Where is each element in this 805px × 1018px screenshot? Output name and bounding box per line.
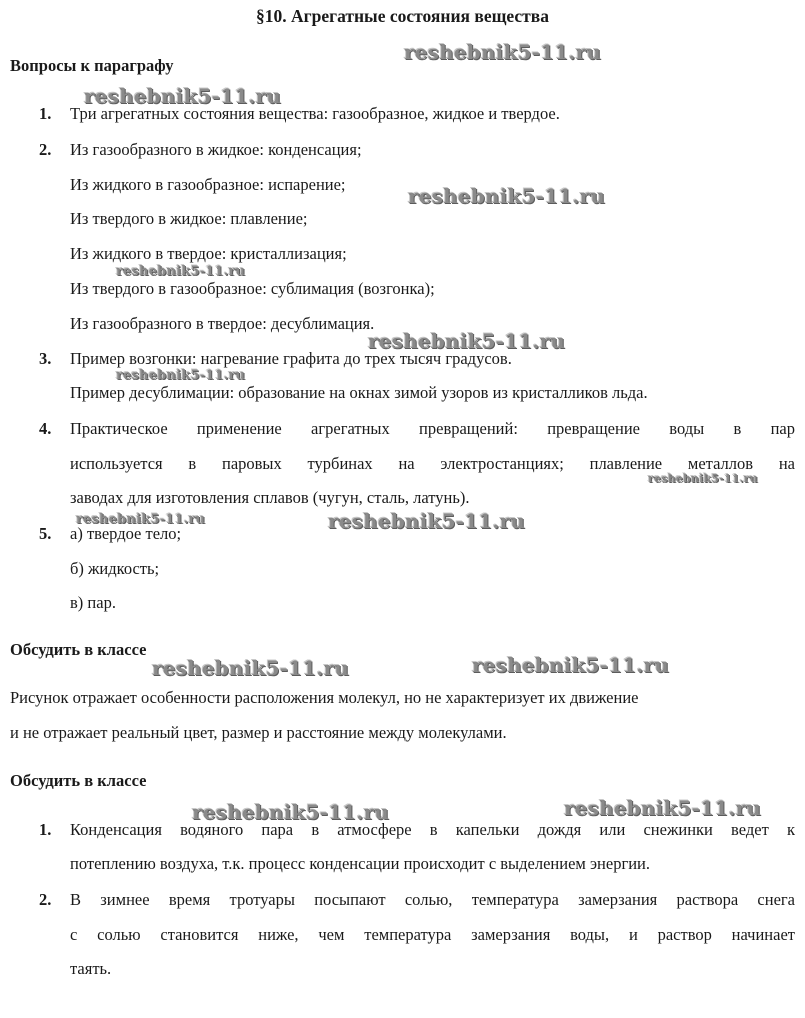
answer-line: б) жидкость; [70, 559, 160, 578]
watermark: reshebnik5-11.ru [152, 656, 350, 680]
answer-line: потеплению воздуха, т.к. процесс конденсации происходит с выделением энергии. [70, 854, 651, 873]
watermark: reshebnik5-11.ru [116, 368, 246, 383]
watermark: reshebnik5-11.ru [564, 796, 762, 820]
watermark: reshebnik5-11.ru [404, 40, 602, 64]
answer-line: Конденсация водяного пара в атмосфере в капельки дождя или снежинки ведет к [70, 820, 795, 839]
answer-line: Три агрегатных состояния вещества: газообразное, жидкое и твердое. [70, 104, 560, 123]
watermark: reshebnik5-11.ru [408, 184, 606, 208]
answer-line: Пример возгонки: нагревание графита до трех тысяч градусов. [70, 349, 512, 368]
watermark: reshebnik5-11.ru [328, 509, 526, 533]
answer-line: Практическое применение агрегатных превращений: превращение воды в пар [70, 419, 795, 438]
answer-line: Из жидкого в газообразное: испарение; [70, 175, 346, 194]
watermark: reshebnik5-11.ru [84, 84, 282, 108]
item-number: 1. [39, 104, 52, 123]
watermark: reshebnik5-11.ru [192, 800, 390, 824]
section-heading-discuss: Обсудить в классе [10, 640, 147, 659]
section-heading-discuss-2: Обсудить в классе [10, 771, 147, 790]
watermark: reshebnik5-11.ru [648, 472, 758, 485]
answer-line: с солью становится ниже, чем температура замерзания воды, и раствор начинает [70, 925, 795, 944]
answer-line: в) пар. [70, 593, 116, 612]
answer-line: Из жидкого в твердое: кристаллизация; [70, 244, 347, 263]
section-heading-questions: Вопросы к параграфу [10, 56, 174, 75]
answer-line: заводах для изготовления сплавов (чугун, сталь, латунь). [70, 488, 470, 507]
paragraph-line: и не отражает реальный цвет, размер и расстояние между молекулами. [10, 723, 507, 742]
watermark: reshebnik5-11.ru [368, 329, 566, 353]
answer-line: Из твердого в жидкое: плавление; [70, 209, 308, 228]
watermark: reshebnik5-11.ru [472, 653, 670, 677]
answer-line: В зимнее время тротуары посыпают солью, температура замерзания раствора снега [70, 890, 795, 909]
item-number: 5. [39, 524, 52, 543]
item-number: 1. [39, 820, 52, 839]
item-number: 2. [39, 890, 52, 909]
page-title: §10. Агрегатные состояния вещества [256, 6, 549, 26]
watermark: reshebnik5-11.ru [76, 512, 206, 527]
answer-line: Из газообразного в жидкое: конденсация; [70, 140, 362, 159]
item-number: 2. [39, 140, 52, 159]
paragraph-line: Рисунок отражает особенности расположения молекул, но не характеризует их движение [10, 688, 639, 707]
answer-line: Из твердого в газообразное: сублимация (возгонка); [70, 279, 435, 298]
answer-line: используется в паровых турбинах на электростанциях; плавление металлов на [70, 454, 795, 473]
watermark: reshebnik5-11.ru [116, 264, 246, 279]
item-number: 3. [39, 349, 52, 368]
item-number: 4. [39, 419, 52, 438]
answer-line: таять. [70, 959, 112, 978]
answer-line: а) твердое тело; [70, 524, 182, 543]
answer-line: Из газообразного в твердое: десублимация. [70, 314, 375, 333]
answer-line: Пример десублимации: образование на окнах зимой узоров из кристалликов льда. [70, 383, 648, 402]
